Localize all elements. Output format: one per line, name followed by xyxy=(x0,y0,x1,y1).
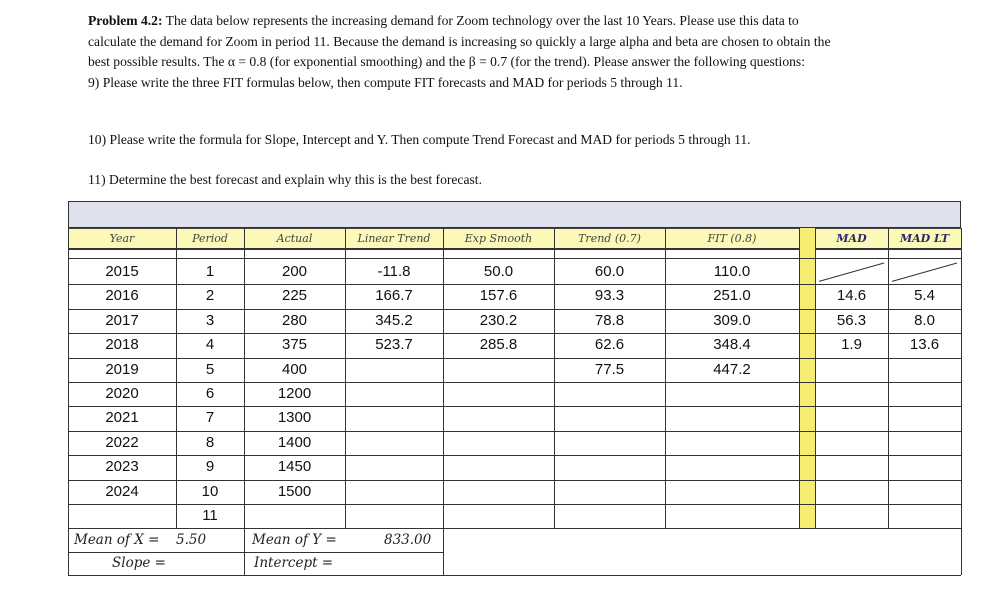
mean-y-value: 833.00 xyxy=(384,532,432,549)
slash-line-1 xyxy=(819,263,884,281)
header-1: Year xyxy=(109,232,135,245)
table-cell: 77.5 xyxy=(594,360,625,378)
table-cell: 166.7 xyxy=(375,287,413,305)
table-cell: 2019 xyxy=(105,360,139,378)
grid-vline xyxy=(961,228,962,528)
table-cell: 2 xyxy=(205,287,215,305)
table-cell: 2021 xyxy=(105,409,139,427)
question-11: 11) Determine the best forecast and explain why this is the best forecast. xyxy=(88,172,482,187)
table-cell: 93.3 xyxy=(594,287,625,305)
table-cell: 9 xyxy=(205,458,215,476)
header-6: Trend (0.7) xyxy=(578,232,641,245)
intercept-label: Intercept = xyxy=(254,555,334,572)
header-2: Period xyxy=(192,232,228,245)
header-9: MAD xyxy=(836,232,867,245)
summary-hline xyxy=(68,575,961,576)
table-cell: 11 xyxy=(202,507,218,524)
table-cell: 3 xyxy=(205,311,215,329)
header-4: Linear Trend xyxy=(357,232,431,245)
table-cell: 10 xyxy=(201,482,219,500)
table-cell: 62.6 xyxy=(594,336,625,354)
table-cell: 345.2 xyxy=(375,311,413,329)
table-cell: -11.8 xyxy=(377,263,411,280)
table-cell: 78.8 xyxy=(594,311,625,329)
table-cell: 1450 xyxy=(277,458,312,476)
table-cell: 2024 xyxy=(105,482,139,500)
table-cell: 14.6 xyxy=(836,287,867,305)
table-cell: 523.7 xyxy=(375,336,413,354)
table-cell: 2018 xyxy=(105,336,139,354)
table-cell: 50.0 xyxy=(483,263,514,280)
table-cell: 60.0 xyxy=(594,263,625,280)
problem-line-1 xyxy=(88,11,968,32)
table-cell: 230.2 xyxy=(479,311,518,329)
problem-line-2: calculate the demand for Zoom in period 11. Because the demand is increasing so quickly a large alpha and beta are chosen to obtain the xyxy=(88,33,831,49)
summary-vline xyxy=(443,528,444,575)
table-cell: 400 xyxy=(281,360,308,378)
summary-hline xyxy=(68,552,443,553)
slope-label: Slope = xyxy=(112,555,166,572)
problem-line-3: best possible results. The α = 0.8 (for exponential smoothing) and the β = 0.7 (for the trend). Please answer the following questions: xyxy=(88,54,805,69)
table-cell: 1 xyxy=(205,263,215,280)
mean-x-value: 5.50 xyxy=(176,532,207,549)
mean-x-label: Mean of X = xyxy=(74,532,160,549)
question-10: 10) Please write the formula for Slope, Intercept and Y. Then compute Trend Forecast and MAD for periods 5 through 11. xyxy=(88,132,751,147)
table-cell: 157.6 xyxy=(479,287,518,305)
table-cell: 8.0 xyxy=(914,311,935,329)
table-cell: 447.2 xyxy=(713,360,751,378)
header-7: FIT (0.8) xyxy=(707,232,757,245)
problem-label: Problem 4.2: xyxy=(88,13,163,28)
table-cell: 1.9 xyxy=(841,336,862,354)
table-cell: 2017 xyxy=(105,311,139,329)
table-cell: 6 xyxy=(205,385,215,402)
table-cell: 1400 xyxy=(277,433,312,451)
forecast-table xyxy=(68,201,961,577)
table-cell: 375 xyxy=(281,336,308,354)
table-cell: 225 xyxy=(281,287,308,305)
table-cell: 2023 xyxy=(105,458,139,476)
table-cell: 251.0 xyxy=(713,287,751,305)
problem-text xyxy=(88,11,968,93)
table-cell: 7 xyxy=(205,409,215,427)
table-cell: 309.0 xyxy=(713,311,751,329)
table-cell: 110.0 xyxy=(713,263,751,280)
problem-line-4: 9) Please write the three FIT formulas below, then compute FIT forecasts and MAD for periods 5 through 11. xyxy=(88,74,683,90)
table-cell: 1200 xyxy=(277,385,312,402)
table-cell: 280 xyxy=(281,311,308,329)
slash-line-2 xyxy=(892,263,957,281)
table-cell: 4 xyxy=(205,336,215,354)
problem-line-1-text: The data below represents the increasing demand for Zoom technology over the last 10 Years. Please use this data to xyxy=(162,13,799,28)
table-cell: 2015 xyxy=(105,263,139,280)
mean-y-label: Mean of Y = xyxy=(252,532,337,549)
table-cell: 1300 xyxy=(277,409,312,427)
table-cell: 5.4 xyxy=(914,287,935,305)
table-cell: 200 xyxy=(281,263,308,280)
table-cell: 285.8 xyxy=(479,336,518,354)
table-cell: 2022 xyxy=(105,433,139,451)
table-cell: 13.6 xyxy=(909,336,940,354)
table-cell: 2020 xyxy=(105,385,139,402)
summary-vline xyxy=(961,528,962,575)
header-3: Actual xyxy=(276,232,313,245)
table-cell: 5 xyxy=(205,360,215,378)
table-cell: 2016 xyxy=(105,287,139,305)
table-cell: 8 xyxy=(205,433,215,451)
header-10: MAD LT xyxy=(899,232,950,245)
mad-first-row-slashes xyxy=(68,201,961,577)
table-cell: 1500 xyxy=(277,482,312,500)
header-5: Exp Smooth xyxy=(464,232,533,245)
table-cell: 56.3 xyxy=(836,311,867,329)
table-cell: 348.4 xyxy=(713,336,751,354)
